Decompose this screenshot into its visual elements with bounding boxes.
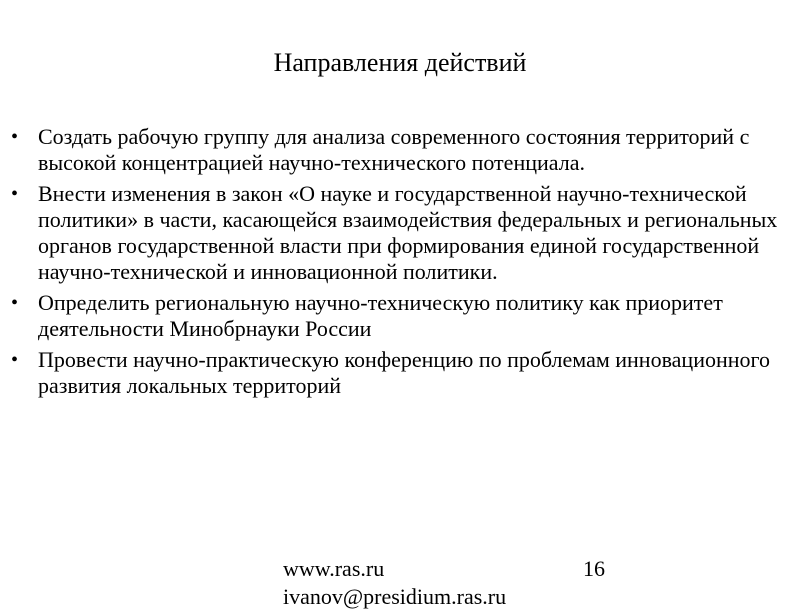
bullet-icon: • [11, 126, 19, 148]
bullet-icon: • [11, 349, 19, 371]
footer-url: www.ras.ru [283, 556, 385, 581]
bullet-text: Создать рабочую группу для анализа современного состояния территорий с высокой концентрацией научно-технического потенциала. [38, 124, 750, 175]
slide-title: Направления действий [273, 48, 527, 77]
bullet-text: Определить региональную научно-техническую политику как приоритет деятельности Минобрнауки России [38, 290, 723, 341]
page-number: 16 [583, 556, 605, 581]
bullet-list [0, 124, 800, 404]
bullet-text: Провести научно-практическую конференцию по проблемам инновационного развития локальных территорий [38, 347, 771, 398]
bullet-icon: • [11, 183, 19, 205]
bullet-text: Внести изменения в закон «О науке и государственной научно-технической политики» в части, касающейся взаимодействия федеральных и региональных органов государственной власти при формирования единой государственной научно-технической и инновационной политики. [38, 181, 778, 284]
bullet-icon: • [11, 292, 19, 314]
list-item [0, 347, 800, 399]
list-item [0, 124, 800, 176]
list-item [0, 290, 800, 342]
footer-email: ivanov@presidium.ras.ru [283, 584, 507, 609]
list-item [0, 181, 800, 285]
